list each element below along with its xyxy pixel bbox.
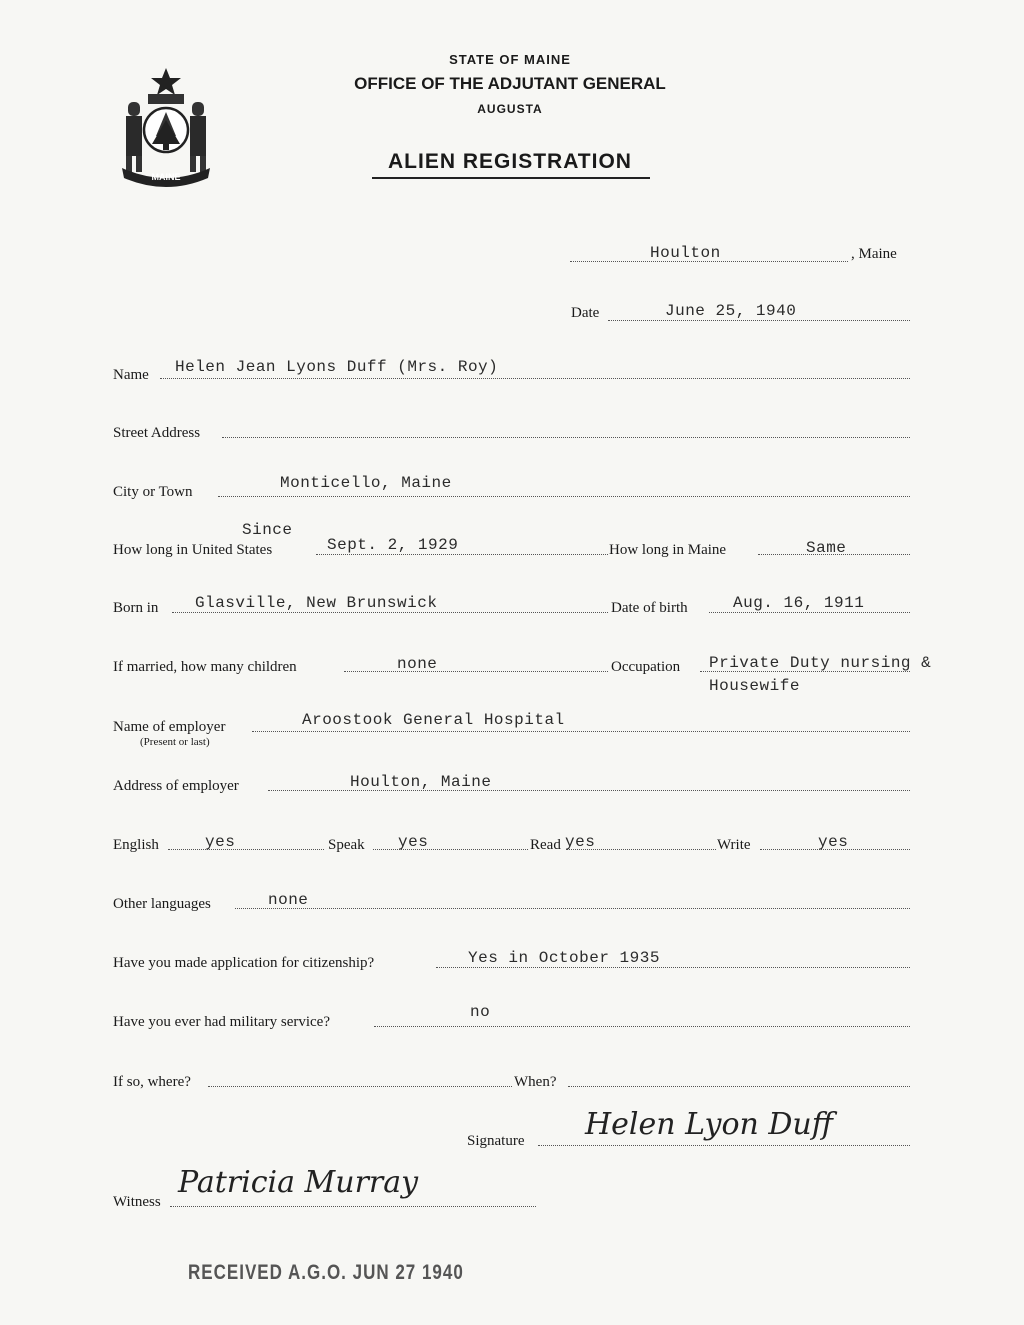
occupation-label: Occupation: [611, 659, 681, 675]
write-value: yes: [818, 833, 849, 851]
children-value: none: [397, 655, 438, 673]
state-seal-icon: [112, 64, 220, 188]
witness-line: [170, 1206, 536, 1207]
military-value: no: [470, 1003, 491, 1021]
write-label: Write: [717, 837, 751, 853]
read-label: Read: [530, 837, 561, 853]
citizenship-line: [436, 967, 910, 968]
other-languages-label: Other languages: [113, 896, 211, 912]
city-label: City or Town: [113, 484, 193, 500]
occupation-value-line2: Housewife: [709, 677, 800, 695]
date-of-birth-line: [709, 612, 910, 613]
date-of-birth-label: Date of birth: [611, 600, 688, 616]
other-languages-value: none: [268, 891, 309, 909]
name-line: [160, 378, 910, 379]
state-heading: STATE OF MAINE: [449, 52, 571, 67]
city-line: [218, 496, 910, 497]
seal-text: MAINE: [151, 172, 181, 182]
us-residence-value: Sept. 2, 1929: [327, 536, 459, 554]
children-line: [344, 671, 608, 672]
other-languages-line: [235, 908, 910, 909]
us-residence-label: How long in United States: [113, 542, 273, 558]
english-line: [168, 849, 324, 850]
signature-value: Helen Lyon Duff: [585, 1107, 834, 1142]
signature-line: [538, 1145, 910, 1146]
born-in-label: Born in: [113, 600, 159, 616]
form-title: ALIEN REGISTRATION: [388, 150, 632, 173]
since-prefix: Since: [242, 521, 293, 539]
employer-address-value: Houlton, Maine: [350, 773, 492, 791]
date-label: Date: [571, 305, 600, 321]
born-in-value: Glasville, New Brunswick: [195, 594, 438, 612]
city-value: Monticello, Maine: [280, 474, 452, 492]
maine-residence-label: How long in Maine: [609, 542, 727, 558]
employer-label: Name of employer: [113, 719, 226, 735]
name-value: Helen Jean Lyons Duff (Mrs. Roy): [175, 358, 499, 376]
employer-address-label: Address of employer: [113, 778, 239, 794]
citizenship-label: Have you made application for citizenship?: [113, 955, 375, 971]
maine-residence-value: Same: [806, 539, 847, 557]
employer-sublabel: (Present or last): [140, 736, 210, 748]
date-value: June 25, 1940: [665, 302, 797, 320]
children-label: If married, how many children: [113, 659, 297, 675]
military-line: [374, 1026, 910, 1027]
occupation-value-line1: Private Duty nursing &: [709, 654, 932, 672]
date-line: [608, 320, 910, 321]
us-residence-line: [316, 554, 608, 555]
title-underline: [372, 177, 650, 179]
when-line: [568, 1086, 910, 1087]
witness-value: Patricia Murray: [178, 1165, 419, 1200]
born-in-line: [172, 612, 608, 613]
received-stamp: RECEIVED A.G.O. JUN 27 1940: [188, 1260, 464, 1284]
where-line: [208, 1086, 512, 1087]
english-label: English: [113, 837, 159, 853]
name-label: Name: [113, 367, 149, 383]
street-label: Street Address: [113, 425, 201, 441]
date-of-birth-value: Aug. 16, 1911: [733, 594, 865, 612]
speak-label: Speak: [328, 837, 365, 853]
speak-value: yes: [398, 833, 429, 851]
read-value: yes: [565, 833, 596, 851]
when-label: When?: [514, 1074, 557, 1090]
signature-label: Signature: [467, 1133, 525, 1149]
english-value: yes: [205, 833, 236, 851]
street-line: [222, 437, 910, 438]
employer-line: [252, 731, 910, 732]
citizenship-value: Yes in October 1935: [468, 949, 660, 967]
place-state-label: , Maine: [851, 246, 897, 262]
military-label: Have you ever had military service?: [113, 1014, 330, 1030]
place-town: Houlton: [650, 244, 721, 262]
witness-label: Witness: [113, 1194, 161, 1210]
where-label: If so, where?: [113, 1074, 191, 1090]
office-heading: OFFICE OF THE ADJUTANT GENERAL: [354, 74, 666, 93]
city-heading: AUGUSTA: [477, 102, 543, 116]
speak-line: [373, 849, 528, 850]
employer-value: Aroostook General Hospital: [302, 711, 565, 729]
